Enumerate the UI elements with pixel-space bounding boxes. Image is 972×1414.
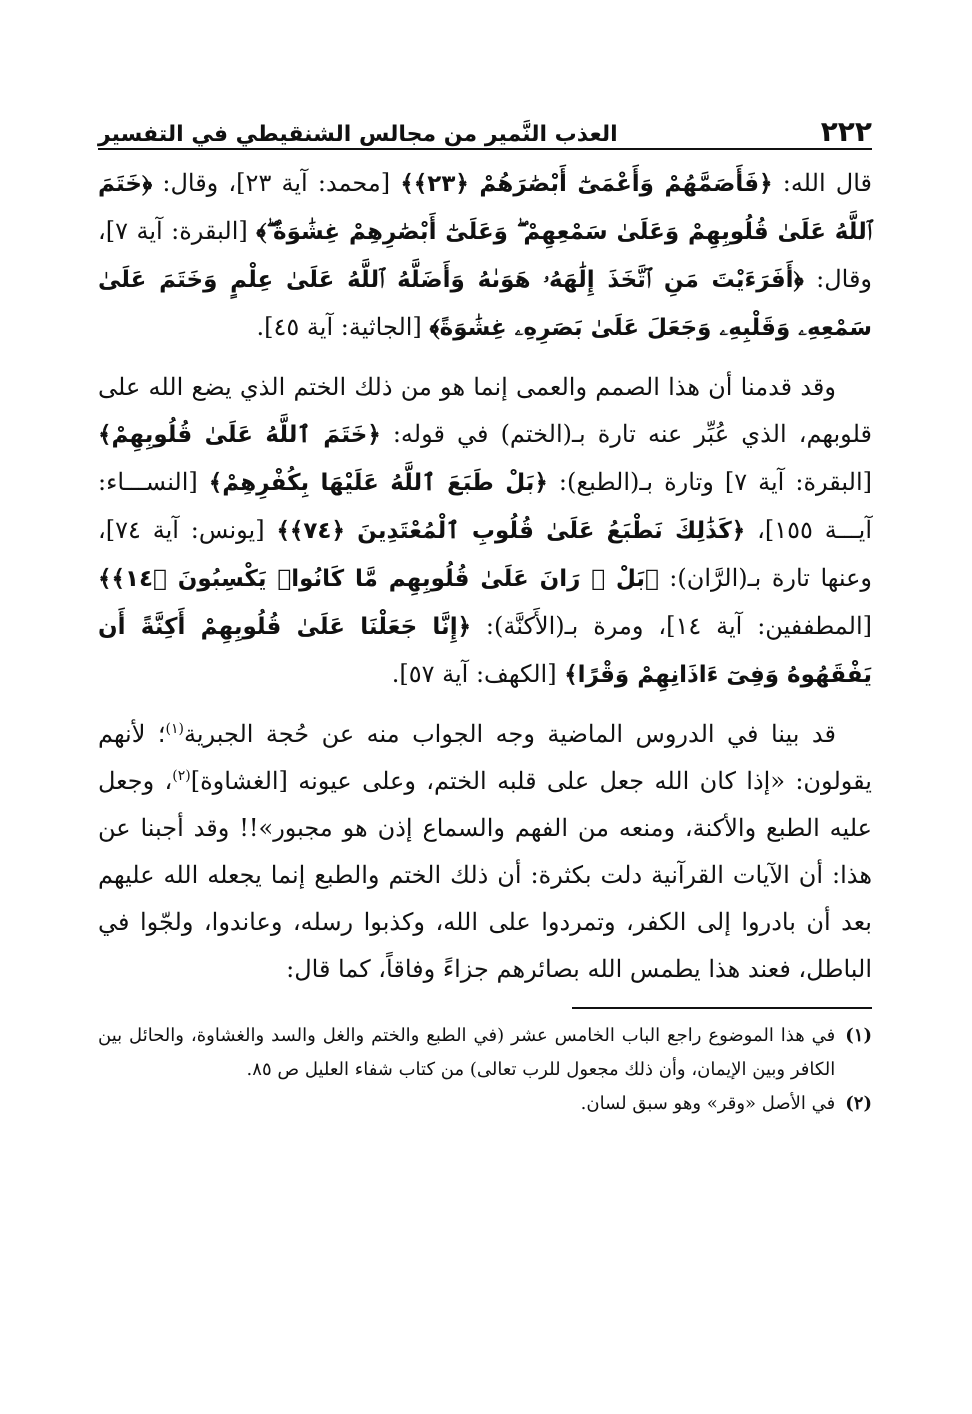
quran-verse: ﴿إِنَّا جَعَلْنَا عَلَىٰ قُلُوبِهِمْ أَكِنَّةً أَن يَفْقَهُوهُ وَفِىٓ ءَاذَانِهِمْ وَقْرًا﴾	[98, 614, 872, 688]
paragraph-1	[98, 160, 872, 352]
quran-verse: ﴿بَلْ طَبَعَ ٱللَّهُ عَلَيْهَا بِكُفْرِهِمْ﴾	[208, 470, 548, 496]
text-segment: [النســـاء: آيـــة ١٥٥]،	[98, 468, 873, 544]
page-number: ٢٢٢	[820, 115, 872, 148]
text-segment: وقد قدمنا أن هذا الصمم والعمى إنما هو من ذلك الختم الذي يضع الله على قلوبهم، الذي عُبِّر عنه تارة بـ(الختم) في قوله:	[98, 373, 872, 448]
running-title: العذب النَّمير من مجالس الشنقيطي في التفسير	[98, 122, 618, 147]
text-segment: [الكهف: آية ٥٧].	[391, 660, 557, 688]
text-segment: [البقرة: آية ٧]، وقال:	[98, 217, 873, 293]
text-segment: ، وجعل عليه الطبع والأكنة، ومنعه من الفهم والسماع إذن هو مجبور»!! وقد أجبنا عن هذا: أن الآيات القرآنية دلت بكثرة: أن ذلك الختم والطبع إنما يجعله الله عليهم بعد أن بادروا إلى الكفر، وتمردوا على الله، وكذبوا رسله، وعاندوا، ولجّوا في الباطل، فعند هذا يطمس الله بصائرهم جزاءً وفاقاً، كما قال:	[98, 767, 872, 983]
footnotes	[98, 1019, 872, 1121]
footnote-2	[98, 1087, 872, 1121]
footnote-number: (١)	[845, 1025, 872, 1046]
paragraph-2	[98, 364, 872, 699]
text-segment: قال الله:	[772, 169, 872, 197]
text-segment: [المطففين: آية ١٤]، ومرة بـ(الأَكنَّة):	[471, 612, 872, 640]
body-text	[98, 160, 872, 993]
text-segment: [محمد: آية ٢٣]، وقال:	[152, 169, 391, 197]
text-segment: قد بينا في الدروس الماضية وجه الجواب منه عن حُجة الجبرية	[183, 720, 836, 748]
text-segment: [البقرة: آية ٧] وتارة بـ(الطبع):	[547, 468, 872, 496]
quran-verse: ﴿بَلْ ۜ رَانَ عَلَىٰ قُلُوبِهِم مَّا كَانُوا۟ يَكْسِبُونَ ﴿١٤﴾﴾	[98, 566, 659, 592]
footnote-text: في الأصل «وقر» وهو سبق لسان.	[580, 1093, 836, 1114]
quran-verse: ﴿أَفَرَءَيْتَ مَنِ ٱتَّخَذَ إِلَٰهَهُۥ هَوَىٰهُ وَأَضَلَّهُ ٱللَّهُ عَلَىٰ عِلْمٍ وَخَتَمَ عَلَىٰ سَمْعِهِۦ وَقَلْبِهِۦ وَجَعَلَ عَلَىٰ بَصَرِهِۦ غِشَٰوَةً﴾	[98, 267, 872, 341]
page-header	[98, 100, 872, 150]
footnote-text: في هذا الموضوع راجع الباب الخامس عشر (في الطبع والختم والغل والسد والغشاوة، والحائل بين الكافر وبين الإيمان، وأن ذلك مجعول للرب تعالى) من كتاب شفاء العليل ص ٨٥.	[98, 1025, 836, 1080]
footnote-divider	[572, 1007, 872, 1009]
quran-verse: ﴿خَتَمَ ٱللَّهُ عَلَىٰ قُلُوبِهِمْ وَعَلَىٰ سَمْعِهِمْ ۖ وَعَلَىٰٓ أَبْصَٰرِهِمْ غِشَٰوَةٌ ۖ﴾	[98, 171, 872, 245]
footnote-number: (٢)	[845, 1093, 872, 1114]
footnote-ref-2[interactable]: (٢)	[172, 768, 191, 784]
paragraph-3	[98, 711, 872, 993]
footnote-1	[98, 1019, 872, 1087]
quran-verse: ﴿خَتَمَ ٱللَّهُ عَلَىٰ قُلُوبِهِمْ﴾	[98, 422, 381, 448]
footnote-ref-1[interactable]: (١)	[165, 721, 184, 737]
text-segment: [الجاثية: آية ٤٥].	[256, 313, 422, 341]
text-segment: ؛ لأنهم يقولون: «إذا كان الله جعل على قلبه الختم، وعلى عيونه [الغشاوة]	[98, 720, 872, 795]
text-segment: [يونس: آية ٧٤]، وعنها تارة بـ(الرَّان):	[98, 516, 872, 592]
quran-verse: ﴿فَأَصَمَّهُمْ وَأَعْمَىٰٓ أَبْصَٰرَهُمْ ﴿٢٣﴾﴾	[400, 171, 773, 197]
quran-verse: ﴿كَذَٰلِكَ نَطْبَعُ عَلَىٰ قُلُوبِ ٱلْمُعْتَدِينَ ﴿٧٤﴾﴾	[276, 518, 746, 544]
